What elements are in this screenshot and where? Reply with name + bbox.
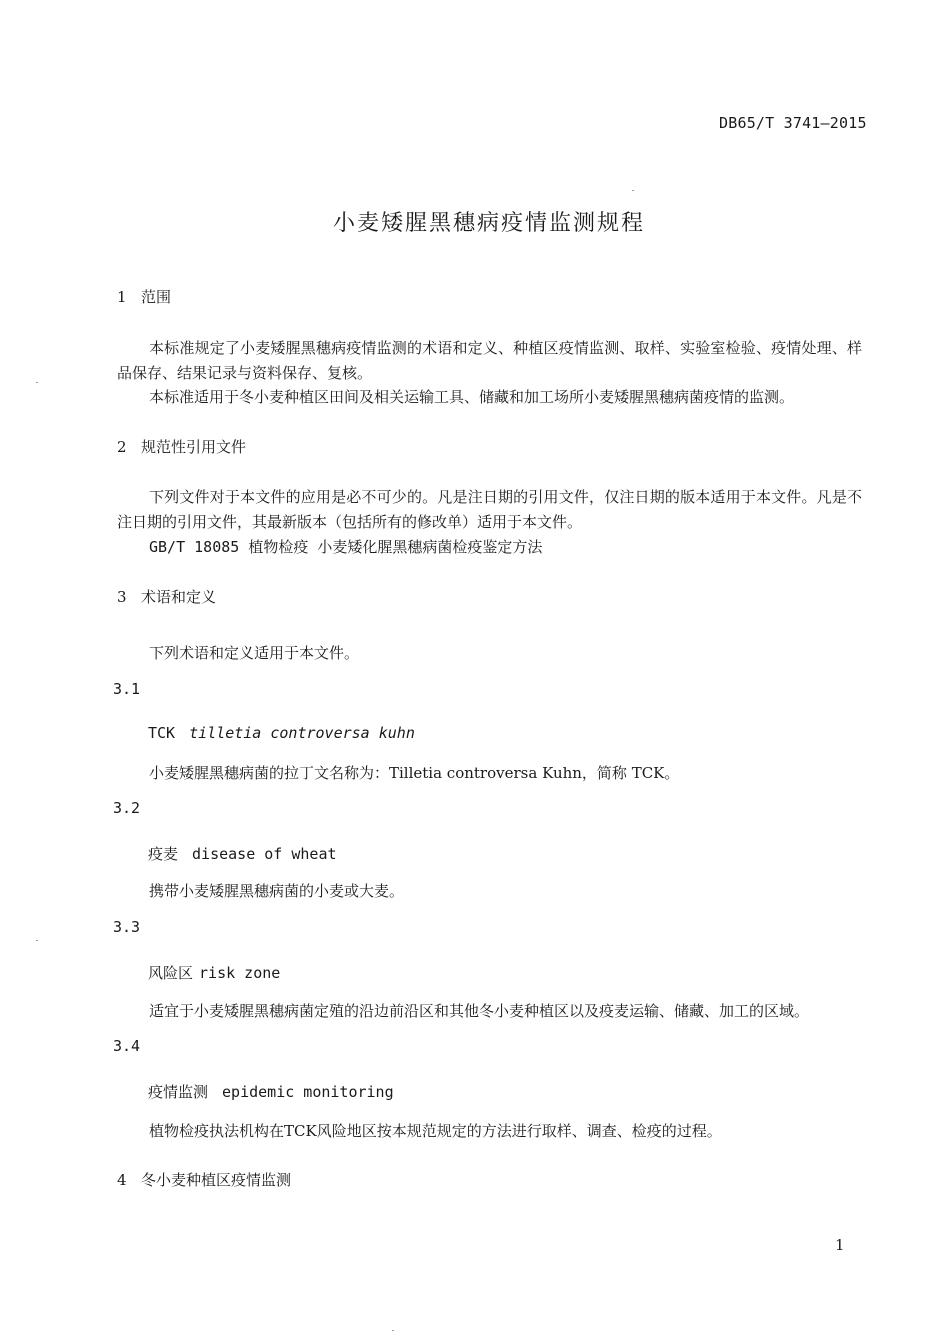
section-title: 冬小麦种植区疫情监测 — [141, 1171, 292, 1189]
standard-code: DB65/T 3741—2015 — [719, 114, 867, 132]
term-definition: 小麦矮腥黑穗病菌的拉丁文名称为：Tilletia controversa Kuhn，简称 TCK。 — [149, 764, 680, 782]
scan-speck — [392, 1330, 394, 1331]
section-1-paragraph-2: 本标准适用于冬小麦种植区田间及相关运输工具、储藏和加工场所小麦矮腥黑穗病菌疫情的监测。 — [149, 388, 795, 406]
document-title: 小麦矮腥黑穗病疫情监测规程 — [332, 211, 645, 236]
section-3-intro: 下列术语和定义适用于本文件。 — [149, 644, 360, 662]
section-1-heading — [117, 286, 171, 307]
term-definition: 携带小麦矮腥黑穗病菌的小麦或大麦。 — [149, 882, 405, 900]
term-zh: 风险区 — [148, 964, 194, 982]
section-2-heading — [117, 436, 246, 457]
term-definition: 植物检疫执法机构在TCK风险地区按本规范规定的方法进行取样、调查、检疫的过程。 — [149, 1122, 722, 1140]
term-en: epidemic monitoring — [222, 1083, 394, 1101]
scan-speck — [36, 940, 38, 941]
section-number: 3 — [117, 588, 127, 606]
term-zh: 疫情监测 — [148, 1083, 209, 1101]
section-number: 1 — [117, 288, 127, 306]
term-heading — [148, 962, 280, 983]
section-2-paragraph-1: 下列文件对于本文件的应用是必不可少的。凡是注日期的引用文件，仅注日期的版本适用于本文件。凡是不注日期的引用文件，其最新版本（包括所有的修改单）适用于本文件。 — [117, 488, 862, 531]
term-number: 3.3 — [113, 918, 141, 936]
term-zh: 疫麦 — [148, 845, 179, 863]
scan-speck — [36, 382, 38, 383]
section-title: 范围 — [141, 288, 172, 306]
term-number: 3.2 — [113, 799, 141, 817]
term-heading — [148, 843, 337, 864]
scan-speck — [632, 190, 634, 191]
page-number: 1 — [835, 1236, 845, 1254]
term-en: tilletia controversa kuhn — [189, 724, 415, 742]
section-2-reference: GB/T 18085 植物检疫 小麦矮化腥黑穗病菌检疫鉴定方法 — [149, 538, 543, 556]
term-zh: TCK — [148, 724, 176, 742]
term-en: disease of wheat — [192, 845, 337, 863]
term-heading — [148, 1081, 394, 1102]
section-1-paragraph-1: 本标准规定了小麦矮腥黑穗病疫情监测的术语和定义、种植区疫情监测、取样、实验室检验、疫情处理、样品保存、结果记录与资料保存、复核。 — [117, 339, 862, 382]
section-number: 4 — [117, 1171, 127, 1189]
term-definition: 适宜于小麦矮腥黑穗病菌定殖的沿边前沿区和其他冬小麦种植区以及疫麦运输、储藏、加工的区域。 — [149, 1002, 810, 1020]
section-title: 术语和定义 — [141, 588, 217, 606]
section-3-heading — [117, 586, 216, 607]
term-heading — [148, 724, 415, 742]
term-number: 3.1 — [113, 680, 141, 698]
term-number: 3.4 — [113, 1037, 141, 1055]
term-en: risk zone — [199, 964, 281, 982]
section-title: 规范性引用文件 — [141, 438, 247, 456]
section-number: 2 — [117, 438, 127, 456]
section-4-heading — [117, 1169, 291, 1190]
